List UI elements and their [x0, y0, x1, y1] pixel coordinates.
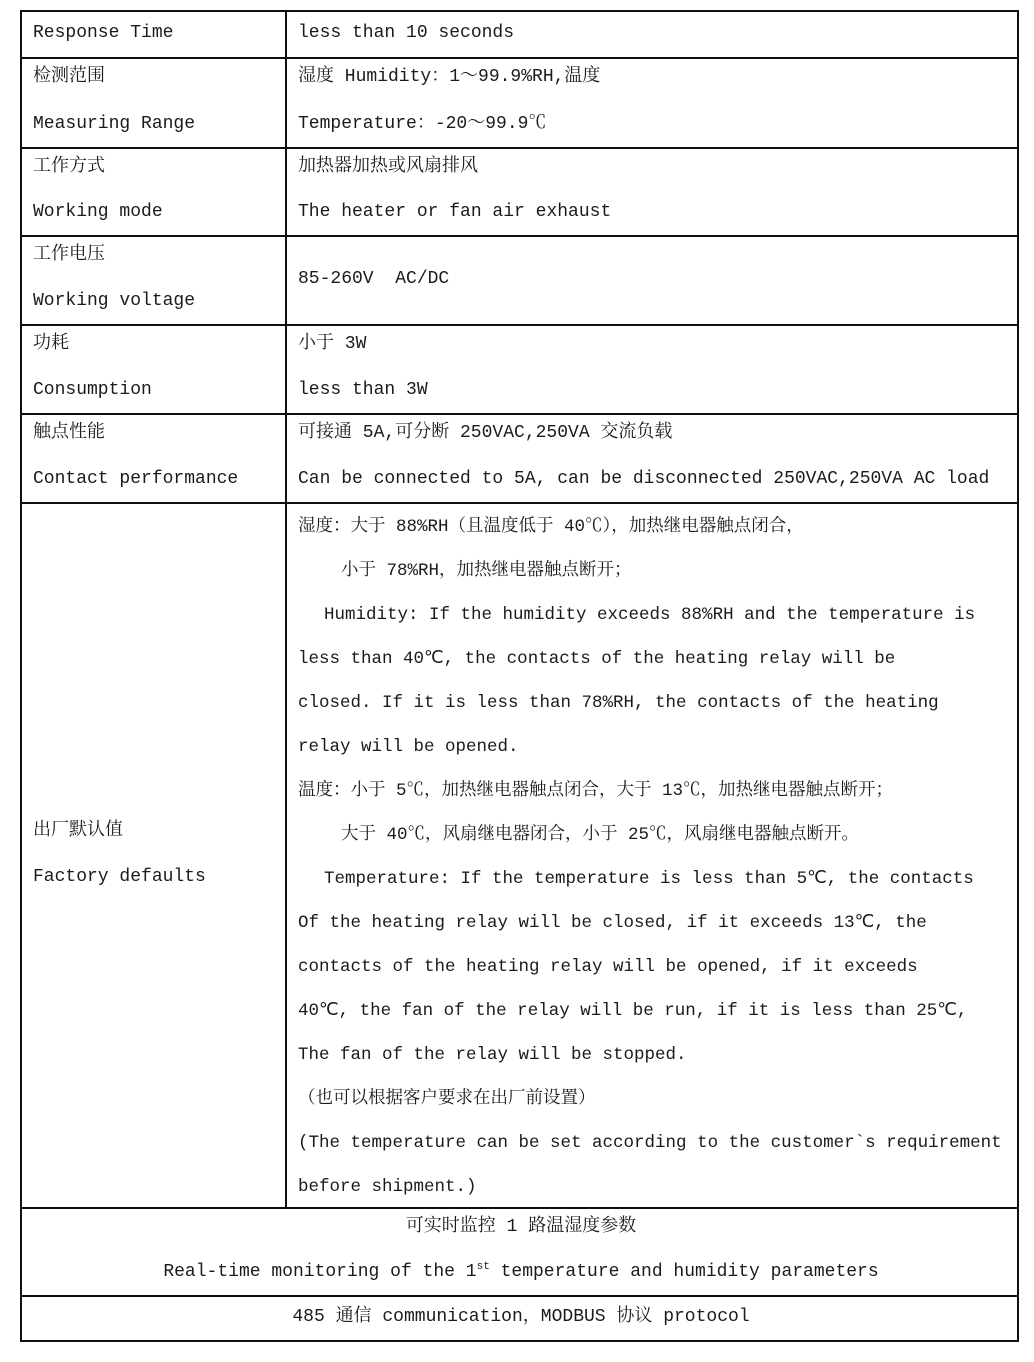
- fd-line: 大于 40℃，风扇继电器闭合，小于 25℃，风扇继电器触点断开。: [341, 825, 860, 845]
- value-line-zh: 小于 3W: [298, 334, 367, 354]
- fd-line: The fan of the relay will be stopped.: [298, 1045, 687, 1065]
- fd-line: 40℃, the fan of the relay will be run, if it is less than 25℃,: [298, 1001, 968, 1021]
- fd-line: relay will be opened.: [298, 737, 519, 757]
- contact-performance-value-cell: [287, 413, 1017, 502]
- monitoring-line-en-prefix: Real-time monitoring of the 1: [163, 1262, 477, 1282]
- working-voltage-label-cell: [22, 235, 287, 324]
- measuring-range-label-cell: [22, 57, 287, 147]
- consumption-label-cell: [22, 324, 287, 413]
- label-line-zh: 工作方式: [33, 157, 105, 177]
- value-line-en: Can be connected to 5A, can be disconnected 250VAC,250VA AC load: [298, 469, 990, 489]
- value-line-zh: 加热器加热或风扇排风: [298, 157, 478, 177]
- superscript-st: st: [476, 1261, 490, 1273]
- response-time-value-cell: [287, 12, 1017, 57]
- monitoring-line-en-suffix: temperature and humidity parameters: [489, 1262, 879, 1282]
- label-line-en: Measuring Range: [33, 114, 196, 134]
- working-mode-label-cell: [22, 147, 287, 235]
- label-line-en: Working voltage: [33, 291, 196, 311]
- fd-line: 小于 78%RH，加热继电器触点断开；: [341, 561, 632, 581]
- contact-performance-label-cell: [22, 413, 287, 502]
- response-time-label-cell: [22, 12, 287, 57]
- fd-line: Humidity: If the humidity exceeds 88%RH and the temperature is: [324, 605, 976, 625]
- label-line-zh: 触点性能: [33, 423, 105, 443]
- realtime-monitoring-row: [22, 1207, 1017, 1295]
- value-line-en: The heater or fan air exhaust: [298, 202, 612, 222]
- label-line-en: Contact performance: [33, 469, 239, 489]
- fd-line: before shipment.): [298, 1177, 477, 1197]
- fd-line: closed. If it is less than 78%RH, the contacts of the heating: [298, 693, 939, 713]
- fd-line: （也可以根据客户要求在出厂前设置）: [298, 1089, 596, 1109]
- label-line-zh: 检测范围: [33, 67, 105, 87]
- working-voltage-value-cell: [287, 235, 1017, 324]
- label-line-en: Consumption: [33, 380, 152, 400]
- communication-line: 485 通信 communication，MODBUS 协议 protocol: [292, 1307, 750, 1327]
- value-line-en: less than 3W: [298, 380, 428, 400]
- monitoring-line-en: [163, 1259, 878, 1285]
- factory-defaults-label-cell: [22, 502, 287, 1207]
- value-line-humidity: 湿度 Humidity：1～99.9%RH,温度: [298, 67, 601, 87]
- label-line-en: Working mode: [33, 202, 163, 222]
- fd-line: less than 40℃, the contacts of the heating relay will be: [298, 649, 896, 669]
- factory-defaults-value-cell: [287, 502, 1017, 1207]
- value-line-temperature: Temperature：-20～99.9℃: [298, 114, 547, 134]
- label-line-zh: 出厂默认值: [33, 821, 123, 841]
- spec-table: [20, 10, 1019, 1342]
- label-line-zh: 工作电压: [33, 245, 105, 265]
- label-line-en: Factory defaults: [33, 867, 206, 887]
- value-line: less than 10 seconds: [298, 23, 515, 43]
- consumption-value-cell: [287, 324, 1017, 413]
- fd-line: 温度：小于 5℃，加热继电器触点闭合，大于 13℃，加热继电器触点断开；: [298, 781, 894, 801]
- monitoring-line-zh: 可实时监控 1 路温湿度参数: [405, 1217, 637, 1237]
- working-mode-value-cell: [287, 147, 1017, 235]
- communication-protocol-row: [22, 1295, 1017, 1340]
- fd-line: 湿度：大于 88%RH（且温度低于 40℃），加热继电器触点闭合，: [298, 517, 804, 537]
- measuring-range-value-cell: [287, 57, 1017, 147]
- fd-line: (The temperature can be set according to the customer`s requirement: [298, 1133, 1002, 1153]
- fd-line: Temperature: If the temperature is less than 5℃, the contacts: [324, 869, 974, 889]
- fd-line: contacts of the heating relay will be opened, if it exceeds: [298, 957, 918, 977]
- value-line: 85-260V AC/DC: [298, 269, 450, 289]
- fd-line: Of the heating relay will be closed, if it exceeds 13℃, the: [298, 913, 927, 933]
- label-line-zh: 功耗: [33, 334, 69, 354]
- label-line: Response Time: [33, 23, 174, 43]
- value-line-zh: 可接通 5A,可分断 250VAC,250VA 交流负载: [298, 423, 673, 443]
